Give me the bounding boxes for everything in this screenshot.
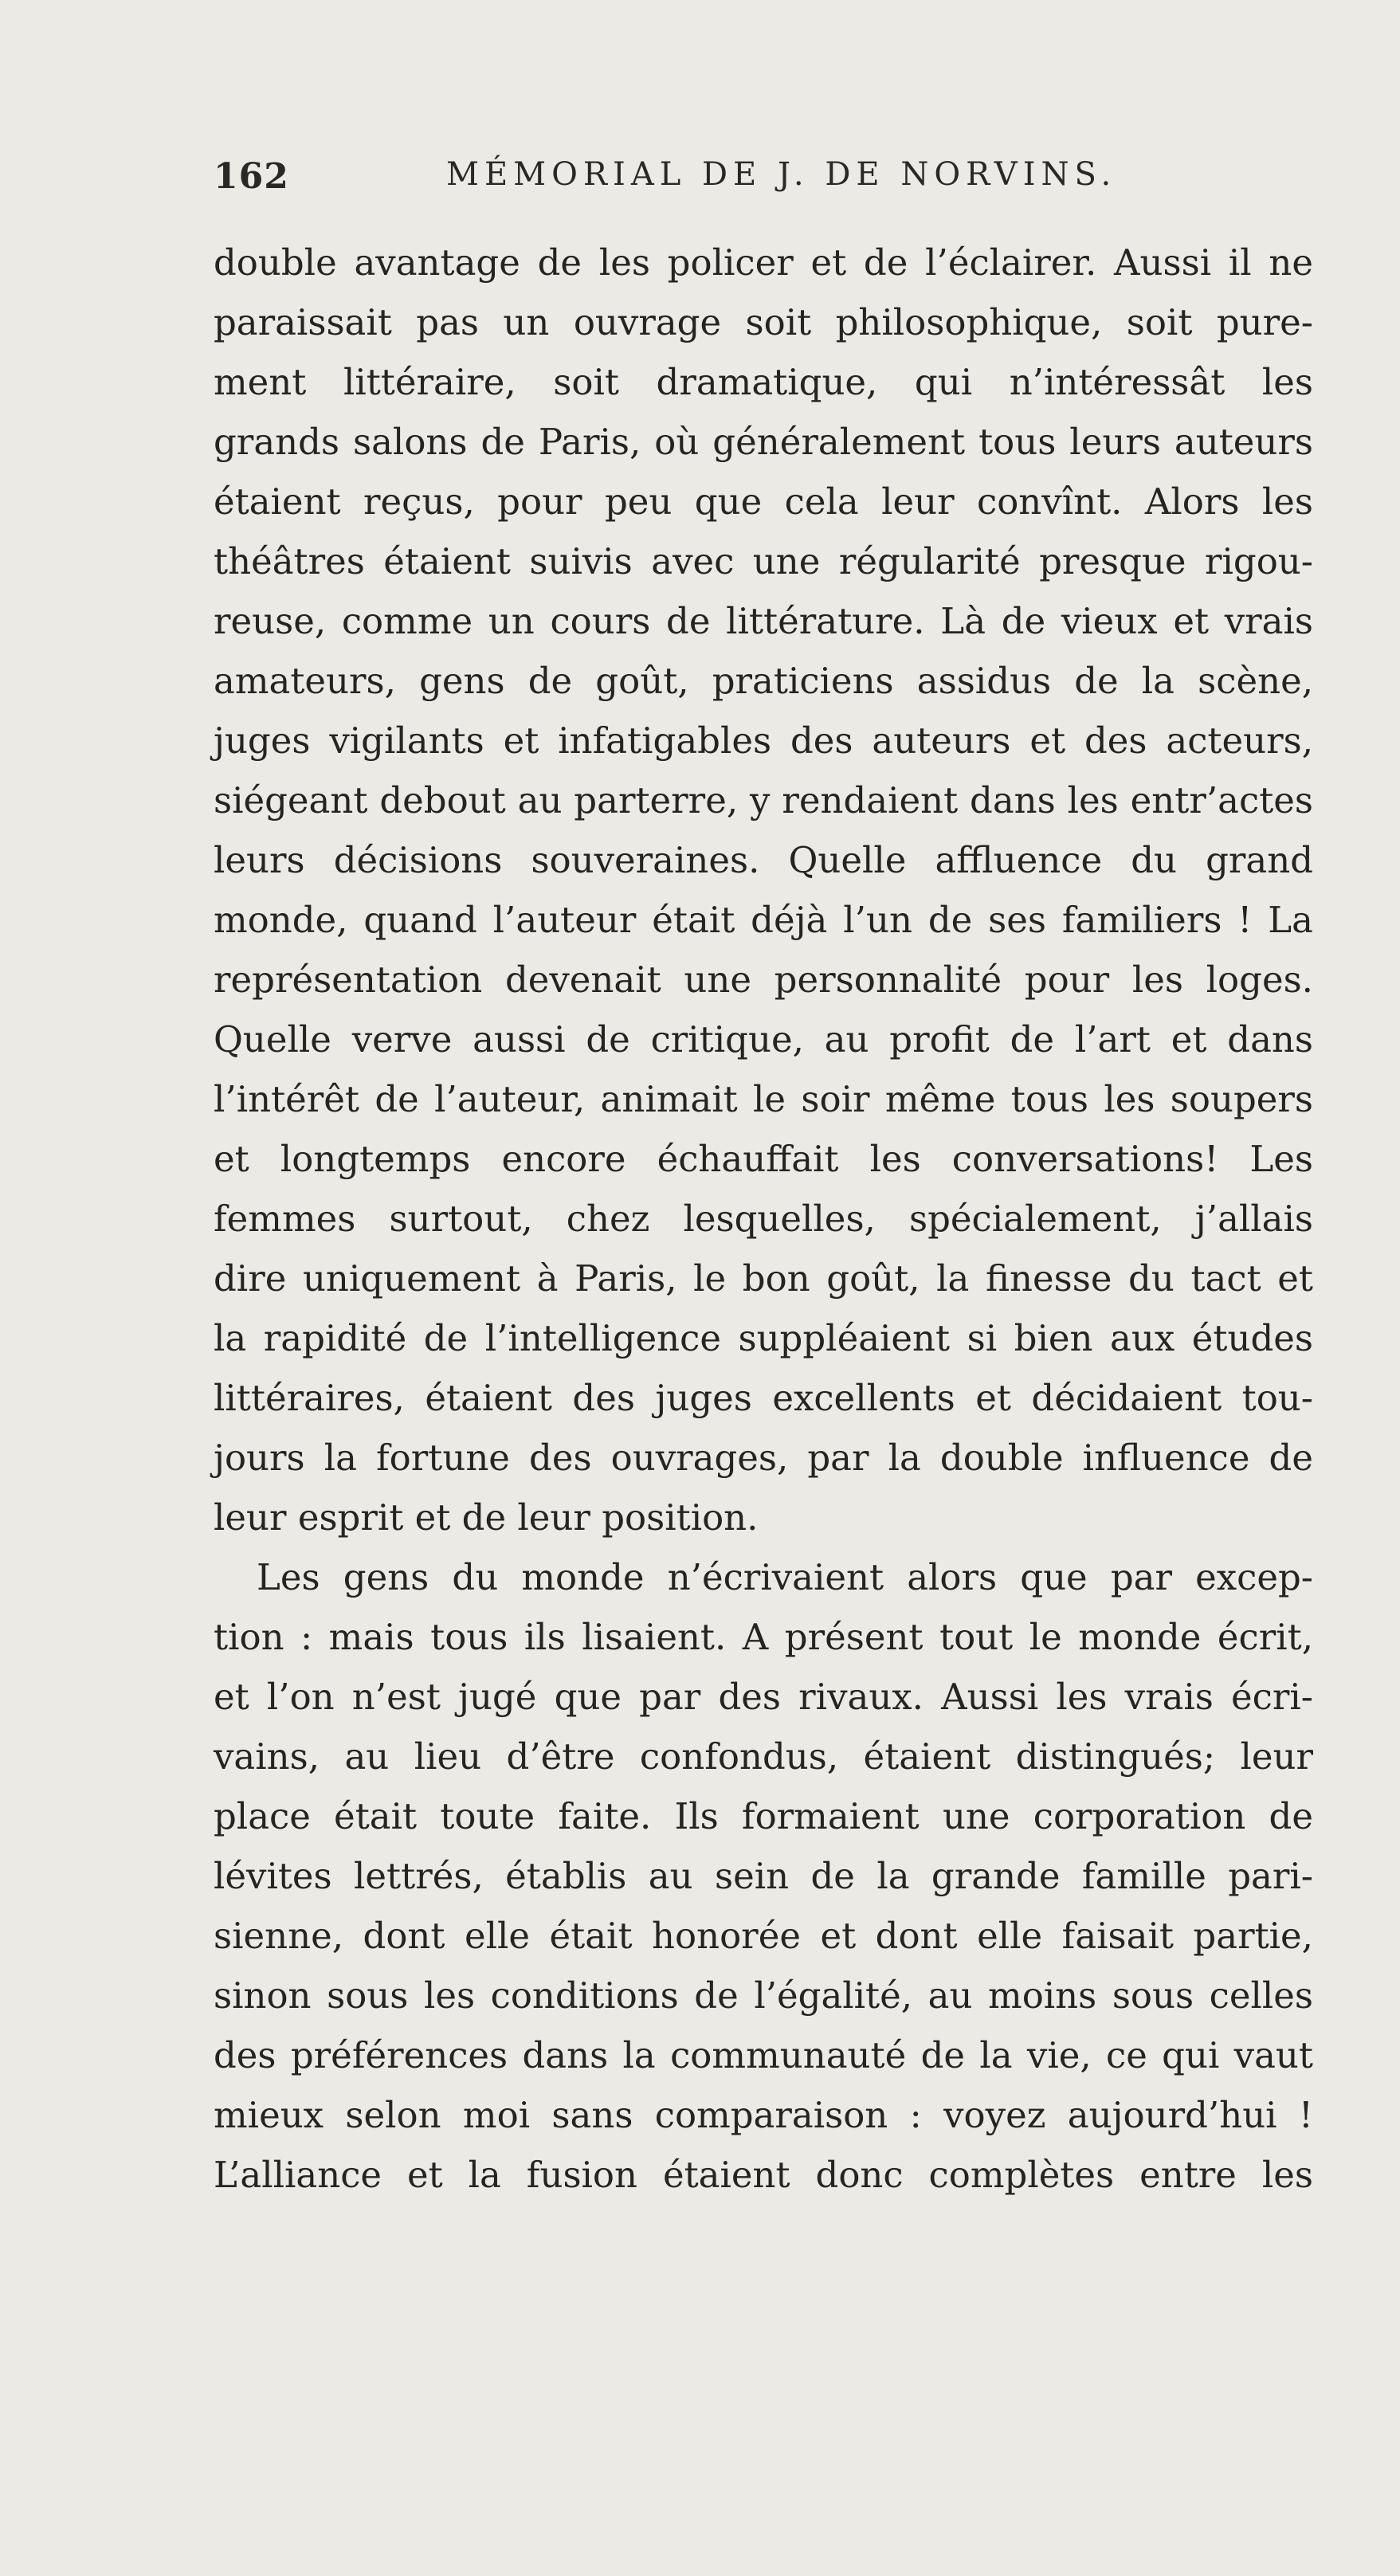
text-line: la rapidité de l’intelligence suppléaient si bien aux études <box>214 1317 1313 1359</box>
text-line: tion : mais tous ils lisaient. A présent tout le monde écrit, <box>214 1616 1313 1658</box>
text-line: jours la fortune des ouvrages, par la double influence de <box>214 1437 1313 1479</box>
text-line: leur esprit et de leur position. <box>214 1496 759 1539</box>
text-line: et longtemps encore échauffait les conversations! Les <box>214 1138 1313 1180</box>
running-title: MÉMORIAL DE J. DE NORVINS. <box>446 156 1117 193</box>
text-line: l’intérêt de l’auteur, animait le soir même tous les soupers <box>214 1078 1313 1120</box>
text-line: mieux selon moi sans comparaison : voyez aujourd’hui ! <box>214 2094 1313 2136</box>
text-line: théâtres étaient suivis avec une régularité presque rigou- <box>214 540 1313 582</box>
text-line: Les gens du monde n’écrivaient alors que par excep- <box>257 1556 1313 1598</box>
text-line: et l’on n’est jugé que par des rivaux. Aussi les vrais écri- <box>214 1676 1313 1718</box>
text-line: littéraires, étaient des juges excellents et décidaient tou- <box>214 1377 1313 1419</box>
text-line: leurs décisions souveraines. Quelle affluence du grand <box>214 839 1313 881</box>
text-line: représentation devenait une personnalité pour les loges. <box>214 959 1313 1001</box>
page-header <box>214 156 1313 204</box>
text-line: étaient reçus, pour peu que cela leur convînt. Alors les <box>214 480 1313 523</box>
text-line: femmes surtout, chez lesquelles, spécialement, j’allais <box>214 1198 1313 1240</box>
text-line: grands salons de Paris, où généralement tous leurs auteurs <box>214 421 1313 463</box>
text-line: paraissait pas un ouvrage soit philosophique, soit pure- <box>214 301 1313 343</box>
text-line: sinon sous les conditions de l’égalité, au moins sous celles <box>214 1974 1313 2017</box>
text-line: Quelle verve aussi de critique, au profit de l’art et dans <box>214 1018 1313 1061</box>
text-line: amateurs, gens de goût, praticiens assidus de la scène, <box>214 660 1313 702</box>
text-line: vains, au lieu d’être confondus, étaient distingués; leur <box>214 1735 1313 1778</box>
text-line: ment littéraire, soit dramatique, qui n’intéressât les <box>214 361 1313 403</box>
text-line: des préférences dans la communauté de la vie, ce qui vaut <box>214 2034 1313 2076</box>
text-line: monde, quand l’auteur était déjà l’un de ses familiers ! La <box>214 899 1313 941</box>
text-line: siégeant debout au parterre, y rendaient dans les entr’actes <box>214 779 1313 821</box>
text-line: lévites lettrés, établis au sein de la grande famille pari- <box>214 1855 1313 1897</box>
page-number: 162 <box>214 156 289 197</box>
text-line: sienne, dont elle était honorée et dont elle faisait partie, <box>214 1915 1313 1957</box>
text-line: dire uniquement à Paris, le bon goût, la finesse du tact et <box>214 1257 1313 1300</box>
text-line: L’alliance et la fusion étaient donc complètes entre les <box>214 2154 1313 2196</box>
body-text <box>214 233 1313 2205</box>
text-line: place était toute faite. Ils formaient une corporation de <box>214 1795 1313 1837</box>
text-line: double avantage de les policer et de l’éclairer. Aussi il ne <box>214 241 1313 284</box>
text-line: juges vigilants et infatigables des auteurs et des acteurs, <box>214 719 1313 762</box>
text-line: reuse, comme un cours de littérature. Là de vieux et vrais <box>214 600 1313 642</box>
